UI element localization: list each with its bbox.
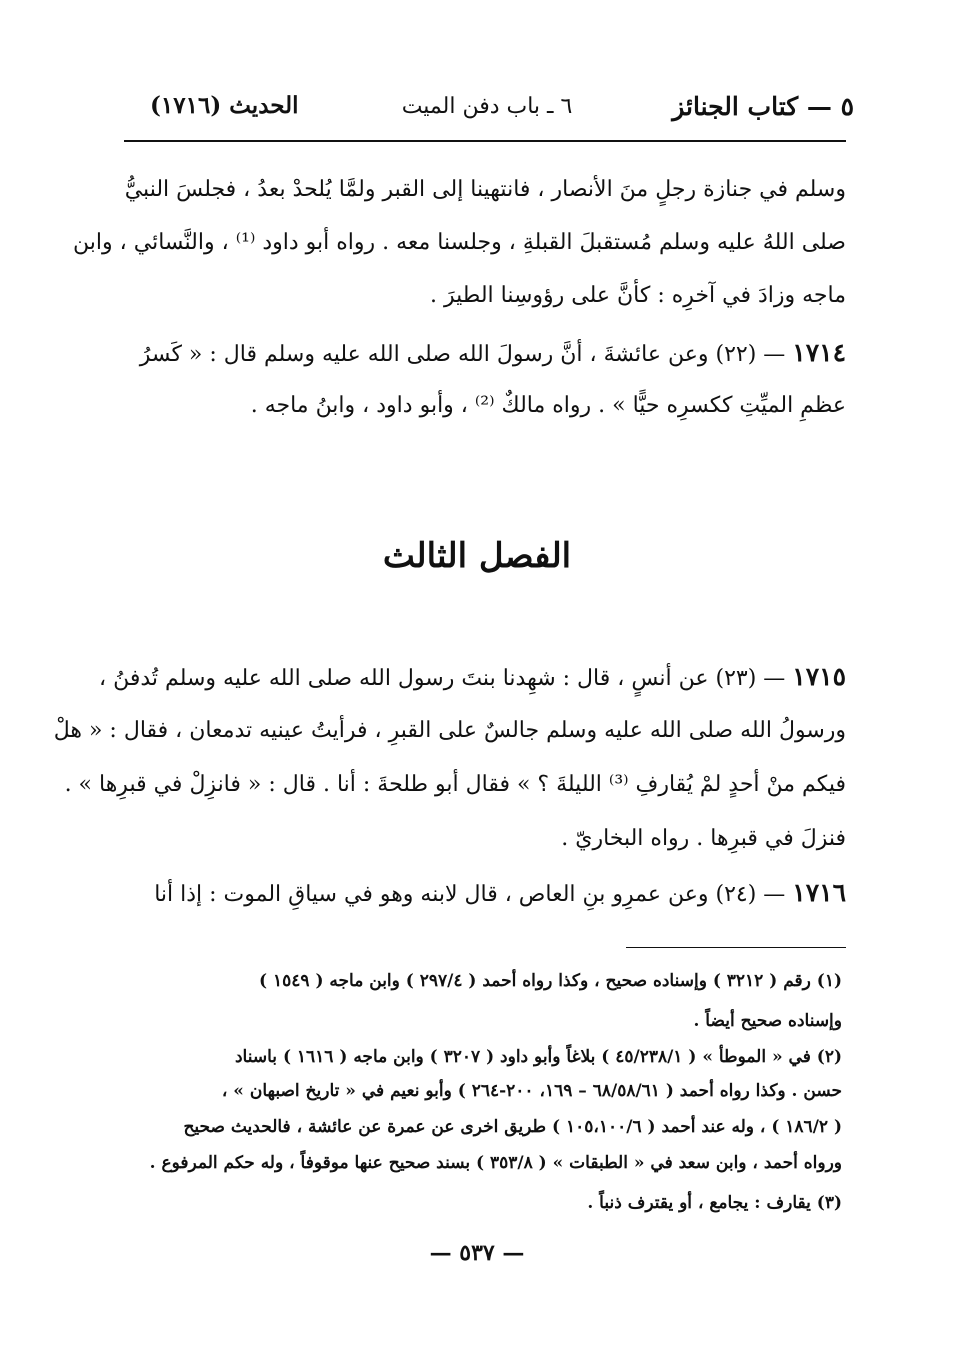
hadith-1716-line (108, 878, 846, 910)
page-number: — ٥٣٧ — (429, 1240, 525, 1266)
footnote-rule (626, 947, 846, 948)
hadith-1714-line (108, 338, 846, 370)
text-line: عظمِ الميِّتِ ككسرِه حيًّا » . رواه مالكٌ ⁽²⁾ ، وأبو داود ، وابنُ ماجه . (250, 393, 846, 418)
text-line: فنزلَ في قبرِها . رواه البخاريّ . (561, 826, 846, 851)
footnote-line: ( ١٨٦/٢ ) ، وله عند أحمد ( ١٠٥،١٠٠/٦ ) طريق اخرى عن عمرة عن عائشة ، فالحديث صحيح (183, 1117, 842, 1137)
text-line: وسلم في جنازة رجلٍ منَ الأنصار ، فانتهينا إلى القبر ولمَّا يُلحدْ بعدُ ، فجلسَ النبيُّ (124, 177, 846, 202)
hadith-1715-line (99, 662, 846, 694)
text-line: ماجه وزادَ في آخرِه : كأنَّ على رؤوسِنا الطيرَ . (430, 283, 846, 308)
header-hadith-range: الحديث (١٧١٦) (150, 92, 299, 119)
text-line: صلى اللهُ عليه وسلم مُستقبلَ القبلةِ ، وجلسنا معه . رواه أبو داود ⁽¹⁾ ، والنَّسائي ، وابن (73, 230, 846, 255)
text-line: فيكم منْ أحدٍ لمْ يُقارفِ ⁽³⁾ الليلةَ ؟ » فقال أبو طلحةَ : أنا . قال : « فانزِلْ في قبرِها » . (64, 772, 846, 797)
hadith-number: ١٧١٥ (792, 662, 846, 691)
footnote-line: وإسناده صحيح أيضاً . (693, 1011, 842, 1031)
header-rule (124, 140, 846, 142)
footnote-line: (٣) يقارف : يجامع ، أو يقترف ذنباً . (587, 1193, 842, 1213)
running-header (120, 92, 854, 132)
footnote-line: حسن . وكذا رواه أحمد ( ٦٨/٥٨/٦١ – ١٦٩، ٢٠٠-٢٦٤ ) وأبو نعيم في « تاريخ اصبهان » ، (221, 1081, 842, 1101)
hadith-text: — (٢٣) عن أنسٍ ، قال : شهِدنا بنتَ رسول الله صلى الله عليه وسلم تُدفنُ ، (99, 666, 786, 691)
section-title: الفصل الثالث (382, 536, 572, 576)
footnote-line: (١) رقم ( ٣٢١٢ ) وإسناده صحيح ، وكذا رواه أحمد ( ٢٩٧/٤ ) وابن ماجه ( ١٥٤٩ ) (259, 971, 842, 991)
header-chapter-title: ٦ ـ باب دفن الميت (401, 94, 573, 119)
hadith-number: ١٧١٤ (792, 338, 846, 367)
hadith-number: ١٧١٦ (792, 878, 846, 907)
hadith-text: — (٢٢) وعن عائشةَ ، أنَّ رسولَ الله صلى الله عليه وسلم قال : « كَسرُ (139, 342, 786, 367)
header-book-title: ٥ — كتاب الجنائز (672, 92, 854, 121)
footnote-line: (٢) في « الموطأ » ( ٤٥/٢٣٨/١ ) بلاغاً وأبو داود ( ٣٢٠٧ ) وابن ماجه ( ١٦١٦ ) باسناد (234, 1047, 842, 1067)
hadith-text: — (٢٤) وعن عمرِو بنِ العاص ، قال لابنه وهو في سياقِ الموت : إذا أنا (154, 882, 786, 907)
footnote-line: ورواه أحمد ، وابن سعد في « الطبقات » ( ٣٥٣/٨ ) بسند صحيح عنها موقوفاً ، وله حكم المرفوع . (149, 1153, 842, 1173)
text-line: ورسولُ الله صلى الله عليه وسلم جالسٌ على القبرِ ، فرأيتُ عينيه تدمعان ، فقال : « هلْ (53, 718, 846, 743)
